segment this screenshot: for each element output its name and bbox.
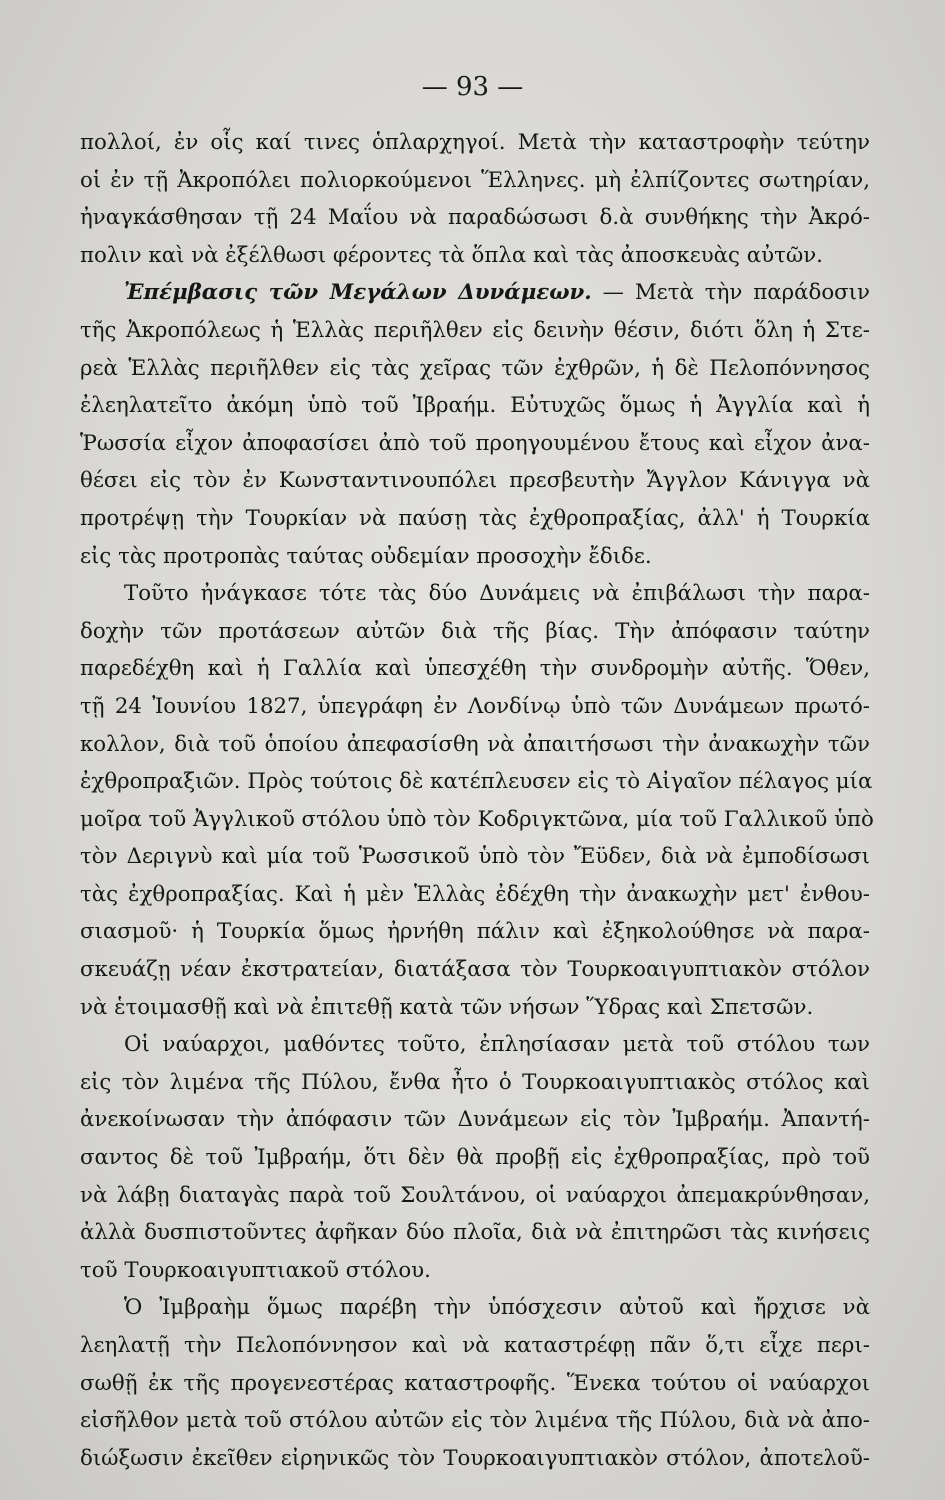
- text-line: τῆς Ἀκροπόλεως ἡ Ἑλλὰς περιῆλθεν εἰς δεινὴν θέσιν, διότι ὅλη ἡ Στε-: [80, 317, 870, 343]
- text-line: εἰσῆλθον μετὰ τοῦ στόλου αὐτῶν εἰς τὸν λιμένα τῆς Πύλου, διὰ νὰ ἀπο-: [80, 1408, 870, 1434]
- text-line: εἰς τὸν λιμένα τῆς Πύλου, ἔνθα ἦτο ὁ Τουρκοαιγυπτιακὸς στόλος καὶ: [80, 1069, 870, 1095]
- text-line: Τοῦτο ἠνάγκασε τότε τὰς δύο Δυνάμεις νὰ ἐπιβάλωσι τὴν παρα-: [124, 581, 870, 607]
- text-line: πολιν καὶ νὰ ἐξέλθωσι φέροντες τὰ ὅπλα καὶ τὰς ἀποσκευὰς αὐτῶν.: [80, 242, 823, 268]
- text-line: τῇ 24 Ἰουνίου 1827, ὑπεγράφη ἐν Λονδίνῳ ὑπὸ τῶν Δυνάμεων πρωτό-: [80, 693, 870, 719]
- text-line: κολλον, διὰ τοῦ ὁποίου ἀπεφασίσθη νὰ ἀπαιτήσωσι τὴν ἀνακωχὴν τῶν: [80, 731, 870, 757]
- text-line: παρεδέχθη καὶ ἡ Γαλλία καὶ ὑπεσχέθη τὴν συνδρομὴν αὐτῆς. Ὅθεν,: [80, 656, 870, 682]
- body-text: [80, 124, 874, 1477]
- text-line: προτρέψῃ τὴν Τουρκίαν νὰ παύσῃ τὰς ἐχθροπραξίας, ἀλλ' ἡ Τουρκία: [80, 505, 870, 531]
- section-heading: Ἐπέμβασις τῶν Μεγάλων Δυνάμεων.: [124, 280, 592, 306]
- text-line: ἀλλὰ δυσπιστοῦντες ἀφῆκαν δύο πλοῖα, διὰ νὰ ἐπιτηρῶσι τὰς κινήσεις: [80, 1220, 870, 1246]
- text-line: λεηλατῇ τὴν Πελοπόννησον καὶ νὰ καταστρέφῃ πᾶν ὅ,τι εἶχε περι-: [80, 1333, 870, 1358]
- text-line: τὸν Δεριγνὺ καὶ μία τοῦ Ῥωσσικοῦ ὑπὸ τὸν Ἔϋδεν, διὰ νὰ ἐμποδίσωσι: [80, 844, 870, 870]
- text-line: ἠναγκάσθησαν τῇ 24 Μαΐου νὰ παραδώσωσι δ.ὰ συνθήκης τὴν Ἀκρό-: [80, 205, 870, 231]
- text-line: δοχὴν τῶν προτάσεων αὐτῶν διὰ τῆς βίας. Τὴν ἀπόφασιν ταύτην: [80, 618, 870, 644]
- text-line: τοῦ Τουρκοαιγυπτιακοῦ στόλου.: [80, 1257, 431, 1283]
- page-number: — 93 —: [421, 72, 524, 102]
- text-line: σαντος δὲ τοῦ Ἰμβραήμ, ὅτι δὲν θὰ προβῇ εἰς ἐχθροπραξίας, πρὸ τοῦ: [80, 1145, 870, 1171]
- text-line: μοῖρα τοῦ Ἀγγλικοῦ στόλου ὑπὸ τὸν Κοδριγκτῶνα, μία τοῦ Γαλλικοῦ ὑπὸ: [80, 806, 874, 832]
- text-line: ἐλεηλατεῖτο ἀκόμη ὑπὸ τοῦ Ἰβραήμ. Εὐτυχῶς ὅμως ἡ Ἀγγλία καὶ ἡ: [80, 393, 870, 419]
- text-line: σκευάζῃ νέαν ἐκστρατείαν, διατάξασα τὸν Τουρκοαιγυπτιακὸν στόλον: [80, 957, 870, 983]
- text-line: σωθῇ ἐκ τῆς προγενεστέρας καταστροφῆς. Ἕνεκα τούτου οἱ ναύαρχοι: [80, 1370, 870, 1396]
- text-line: σιασμοῦ· ἡ Τουρκία ὅμως ἠρνήθη πάλιν καὶ ἐξηκολούθησε νὰ παρα-: [80, 919, 870, 945]
- text-line: οἱ ἐν τῇ Ἀκροπόλει πολιορκούμενοι Ἕλληνες. μὴ ἐλπίζοντες σωτηρίαν,: [80, 167, 870, 193]
- text-line: ρεὰ Ἑλλὰς περιῆλθεν εἰς τὰς χεῖρας τῶν ἐχθρῶν, ἡ δὲ Πελοπόννησος: [80, 355, 870, 381]
- text-line: πολλοί, ἐν οἷς καί τινες ὁπλαρχηγοί. Μετὰ τὴν καταστροφὴν τεύτην: [80, 130, 870, 155]
- text-line: νὰ λάβῃ διαταγὰς παρὰ τοῦ Σουλτάνου, οἱ ναύαρχοι ἀπεμακρύνθησαν,: [80, 1182, 870, 1208]
- text-line: τὰς ἐχθροπραξίας. Καὶ ἡ μὲν Ἑλλὰς ἐδέχθη τὴν ἀνακωχὴν μετ' ἐνθου-: [80, 881, 870, 907]
- text-line: Οἱ ναύαρχοι, μαθόντες τοῦτο, ἐπλησίασαν μετὰ τοῦ στόλου των: [124, 1032, 870, 1058]
- text-line: ἀνεκοίνωσαν τὴν ἀπόφασιν τῶν Δυνάμεων εἰς τὸν Ἰμβραήμ. Ἀπαντή-: [80, 1107, 870, 1133]
- text-line: Ὁ Ἰμβραὴμ ὅμως παρέβη τὴν ὑπόσχεσιν αὐτοῦ καὶ ἤρχισε νὰ: [124, 1295, 870, 1321]
- text-line: διώξωσιν ἐκεῖθεν εἰρηνικῶς τὸν Τουρκοαιγυπτιακὸν στόλον, ἀποτελοῦ-: [80, 1445, 870, 1471]
- text-line: νὰ ἑτοιμασθῇ καὶ νὰ ἐπιτεθῇ κατὰ τῶν νήσων Ὕδρας καὶ Σπετσῶν.: [80, 994, 814, 1020]
- section-heading-line: [80, 274, 870, 312]
- text-line: Ῥωσσία εἶχον ἀποφασίσει ἀπὸ τοῦ προηγουμένου ἔτους καὶ εἶχον ἀνα-: [80, 430, 870, 456]
- text-line: ἐχθροπραξιῶν. Πρὸς τούτοις δὲ κατέπλευσεν εἰς τὸ Αἰγαῖον πέλαγος μία: [80, 769, 873, 795]
- text-line: — Μετὰ τὴν παράδοσιν: [602, 280, 870, 306]
- text-line: θέσει εἰς τὸν ἐν Κωνσταντινουπόλει πρεσβευτὴν Ἄγγλον Κάνιγγα νὰ: [80, 468, 870, 494]
- text-line: εἰς τὰς προτροπὰς ταύτας οὐδεμίαν προσοχὴν ἔδιδε.: [80, 543, 652, 569]
